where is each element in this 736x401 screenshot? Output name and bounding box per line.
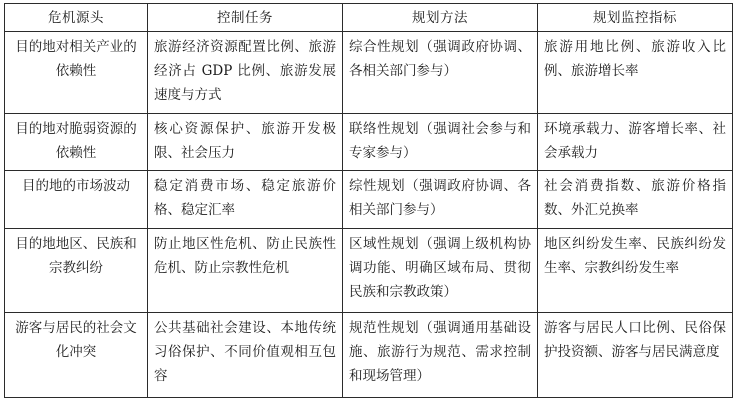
cell-crisis-source: 目的地对脆弱资源的依赖性: [5, 113, 148, 170]
cell-planning-method: 区域性规划（强调上级机构协调功能、明确区域布局、贯彻民族和宗教政策）: [343, 229, 538, 313]
cell-planning-method: 联络性规划（强调社会参与和专家参与）: [343, 113, 538, 170]
cell-monitoring-indicator: 环境承载力、游客增长率、社会承载力: [538, 113, 733, 170]
cell-control-task: 稳定消费市场、稳定旅游价格、稳定汇率: [148, 171, 343, 229]
cell-monitoring-indicator: 社会消费指数、旅游价格指数、外汇兑换率: [538, 171, 733, 229]
table-row: [5, 229, 733, 313]
header-monitoring-indicator: 规划监控指标: [538, 4, 733, 32]
cell-control-task: 防止地区性危机、防止民族性危机、防止宗教性危机: [148, 229, 343, 313]
cell-planning-method: 综性规划（强调政府协调、各相关部门参与）: [343, 171, 538, 229]
cell-control-task: 旅游经济资源配置比例、旅游经济占 GDP 比例、旅游发展速度与方式: [148, 32, 343, 114]
table-row: [5, 32, 733, 114]
header-control-task: 控制任务: [148, 4, 343, 32]
cell-crisis-source: 游客与居民的社会文化冲突: [5, 313, 148, 398]
header-row: [5, 4, 733, 32]
table-row: [5, 113, 733, 170]
cell-monitoring-indicator: 旅游用地比例、旅游收入比例、旅游增长率: [538, 32, 733, 114]
cell-control-task: 公共基础社会建设、本地传统习俗保护、不同价值观相互包容: [148, 313, 343, 398]
cell-crisis-source: 目的地的市场波动: [5, 171, 148, 229]
cell-planning-method: 综合性规划（强调政府协调、各相关部门参与）: [343, 32, 538, 114]
cell-planning-method: 规范性规划（强调通用基础设施、旅游行为规范、需求控制和现场管理）: [343, 313, 538, 398]
header-crisis-source: 危机源头: [5, 4, 148, 32]
header-planning-method: 规划方法: [343, 4, 538, 32]
table-row: [5, 313, 733, 398]
cell-crisis-source: 目的地对相关产业的依赖性: [5, 32, 148, 114]
cell-crisis-source: 目的地地区、民族和宗教纠纷: [5, 229, 148, 313]
cell-monitoring-indicator: 游客与居民人口比例、民俗保护投资额、游客与居民满意度: [538, 313, 733, 398]
cell-monitoring-indicator: 地区纠纷发生率、民族纠纷发生率、宗教纠纷发生率: [538, 229, 733, 313]
cell-control-task: 核心资源保护、旅游开发极限、社会压力: [148, 113, 343, 170]
table-row: [5, 171, 733, 229]
crisis-control-table: [4, 3, 733, 398]
